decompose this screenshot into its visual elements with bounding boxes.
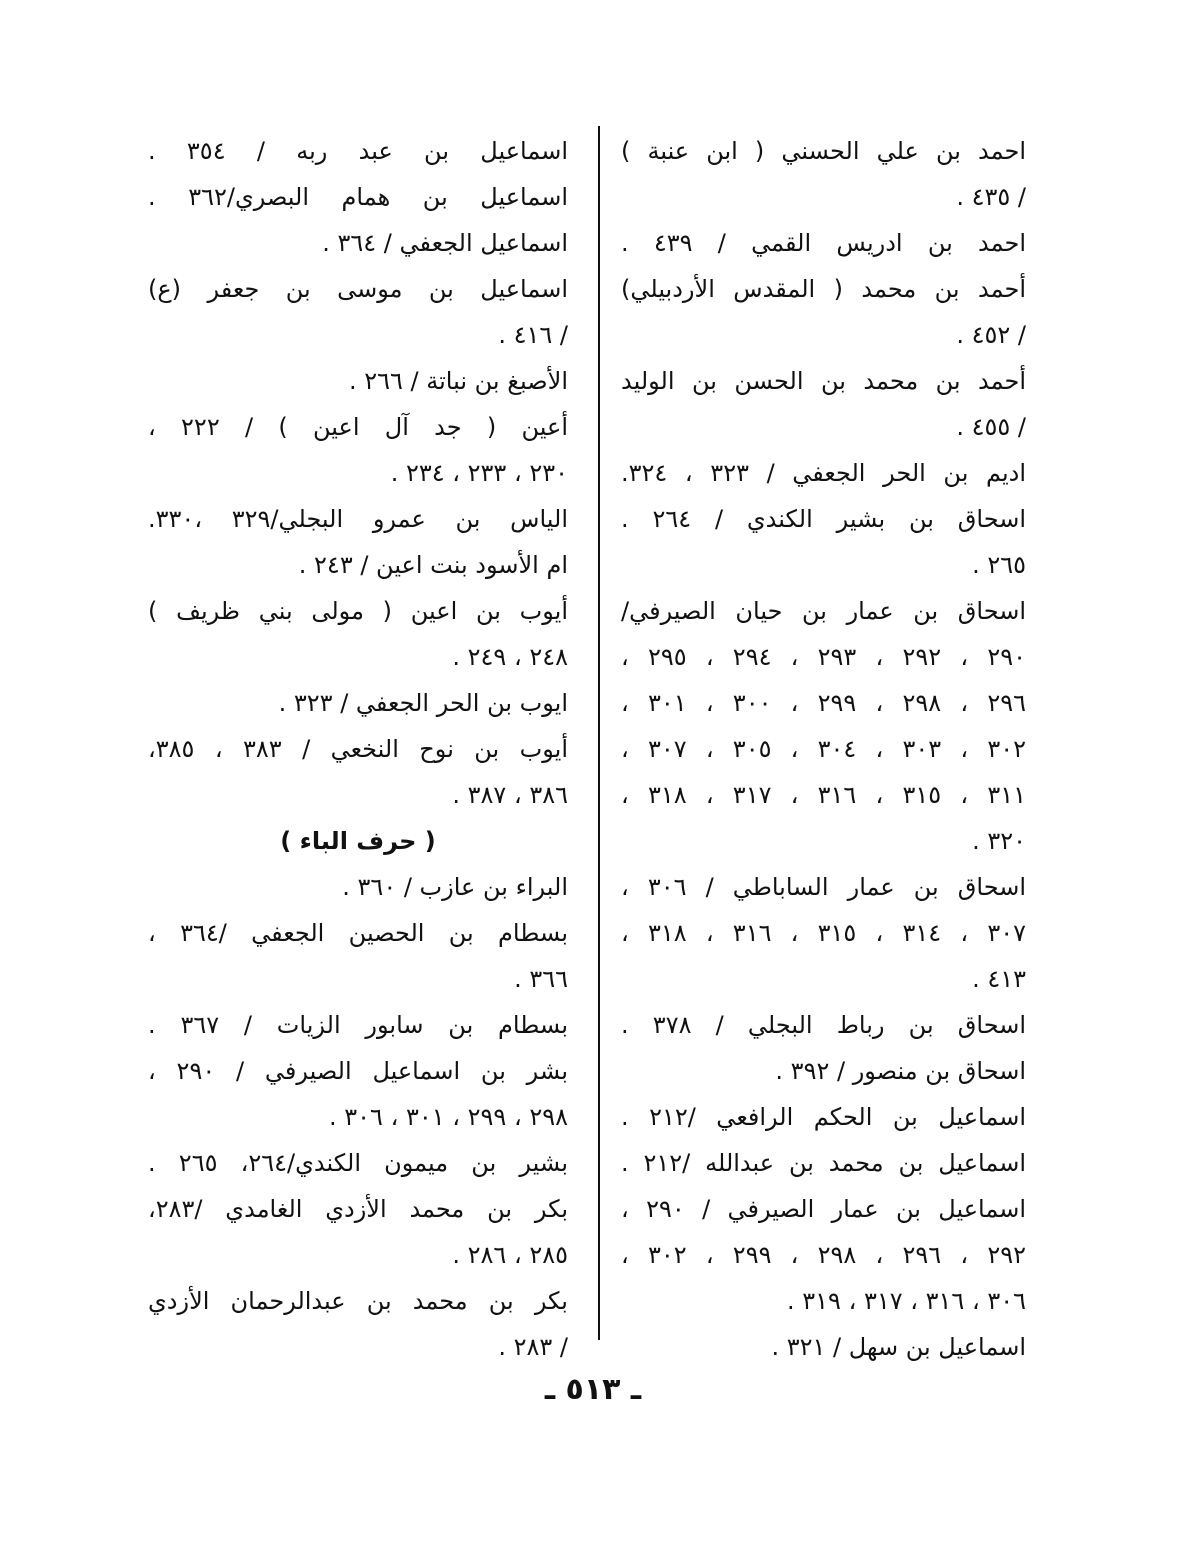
column-divider — [598, 126, 600, 1340]
index-line: الأصبغ بن نباتة / ٢٦٦ . — [348, 367, 568, 395]
index-line: / ٢٨٣ . — [498, 1333, 568, 1361]
index-line: / ٤١٦ . — [498, 321, 568, 349]
index-line: البراء بن عازب / ٣٦٠ . — [342, 873, 568, 901]
index-line: اسحاق بن رباط البجلي / ٣٧٨ . — [621, 1011, 1026, 1039]
index-line: بسطام بن سابور الزيات / ٣٦٧ . — [148, 1011, 568, 1039]
index-line: اسماعيل بن عمار الصيرفي / ٢٩٠ ، — [621, 1195, 1026, 1223]
index-line: ٢٦٥ . — [972, 551, 1026, 579]
index-line: / ٤٥٢ . — [956, 321, 1026, 349]
index-line: ٣٠٢ ، ٣٠٣ ، ٣٠٤ ، ٣٠٥ ، ٣٠٧ ، — [621, 735, 1026, 763]
index-line: اديم بن الحر الجعفي / ٣٢٣ ، ٣٢٤. — [621, 459, 1026, 487]
index-line: اسماعيل بن محمد بن عبدالله /٢١٢ . — [621, 1149, 1026, 1177]
index-line: الياس بن عمرو البجلي/٣٢٩ ،٣٣٠. — [148, 505, 568, 533]
index-line: أعين ( جد آل اعين ) / ٢٢٢ ، — [148, 413, 568, 441]
index-line: ٢٤٨ ، ٢٤٩ . — [452, 643, 568, 671]
index-line: احمد بن ادريس القمي / ٤٣٩ . — [621, 229, 1026, 257]
index-line: ٣٦٦ . — [514, 965, 568, 993]
index-line: اسحاق بن عمار الساباطي / ٣٠٦ ، — [621, 873, 1026, 901]
index-line: اسماعيل بن همام البصري/٣٦٢ . — [148, 183, 568, 211]
index-line: ٢٣٠ ، ٢٣٣ ، ٢٣٤ . — [390, 459, 568, 487]
index-line: ٢٩٠ ، ٢٩٢ ، ٢٩٣ ، ٢٩٤ ، ٢٩٥ ، — [621, 643, 1026, 671]
index-line: اسماعيل بن موسى بن جعفر (ع) — [148, 275, 568, 303]
index-line: بسطام بن الحصين الجعفي /٣٦٤ ، — [148, 919, 568, 947]
index-line: اسماعيل الجعفي / ٣٦٤ . — [322, 229, 568, 257]
section-heading: ( حرف الباء ) — [280, 827, 436, 855]
index-column-right — [621, 128, 1026, 1370]
index-line: ٣١١ ، ٣١٥ ، ٣١٦ ، ٣١٧ ، ٣١٨ ، — [621, 781, 1026, 809]
index-line: اسماعيل بن سهل / ٣٢١ . — [771, 1333, 1026, 1361]
index-line: أحمد بن محمد بن الحسن بن الوليد — [621, 367, 1026, 395]
index-line: أيوب بن نوح النخعي / ٣٨٣ ، ٣٨٥، — [148, 735, 568, 763]
index-line: بشر بن اسماعيل الصيرفي / ٢٩٠ ، — [148, 1057, 568, 1085]
index-line: اسحاق بن بشير الكندي / ٢٦٤ . — [621, 505, 1026, 533]
index-line: ٣٢٠ . — [972, 827, 1026, 855]
index-line: اسماعيل بن عبد ربه / ٣٥٤ . — [148, 137, 568, 165]
index-line: بكر بن محمد بن عبدالرحمان الأزدي — [148, 1287, 568, 1315]
index-line: أيوب بن اعين ( مولى بني ظريف ) — [148, 597, 568, 625]
index-line: ٢٩٢ ، ٢٩٦ ، ٢٩٨ ، ٢٩٩ ، ٣٠٢ ، — [621, 1241, 1026, 1269]
index-line: ٣٨٦ ، ٣٨٧ . — [452, 781, 568, 809]
index-line: ٢٩٦ ، ٢٩٨ ، ٢٩٩ ، ٣٠٠ ، ٣٠١ ، — [621, 689, 1026, 717]
index-line: / ٤٥٥ . — [956, 413, 1026, 441]
page-number: ـ ٥١٣ ـ — [544, 1372, 642, 1407]
index-line: ام الأسود بنت اعين / ٢٤٣ . — [298, 551, 568, 579]
index-line: / ٤٣٥ . — [956, 183, 1026, 211]
index-column-left — [148, 128, 568, 1370]
index-line: احمد بن علي الحسني ( ابن عنبة ) — [621, 137, 1026, 165]
index-line: ٤١٣ . — [972, 965, 1026, 993]
index-line: أحمد بن محمد ( المقدس الأردبيلي) — [621, 275, 1026, 303]
index-line: بكر بن محمد الأزدي الغامدي /٢٨٣، — [148, 1195, 568, 1223]
index-line: ايوب بن الحر الجعفي / ٣٢٣ . — [278, 689, 568, 717]
index-line: ٣٠٦ ، ٣١٦ ، ٣١٧ ، ٣١٩ . — [787, 1287, 1026, 1315]
index-line: اسحاق بن منصور / ٣٩٢ . — [775, 1057, 1026, 1085]
index-line: اسحاق بن عمار بن حيان الصيرفي/ — [621, 597, 1026, 625]
index-line: بشير بن ميمون الكندي/٢٦٤، ٢٦٥ . — [148, 1149, 568, 1177]
index-line: ٢٨٥ ، ٢٨٦ . — [452, 1241, 568, 1269]
index-line: ٢٩٨ ، ٢٩٩ ، ٣٠١ ، ٣٠٦ . — [329, 1103, 568, 1131]
index-line: ٣٠٧ ، ٣١٤ ، ٣١٥ ، ٣١٦ ، ٣١٨ ، — [621, 919, 1026, 947]
index-line: اسماعيل بن الحكم الرافعي /٢١٢ . — [621, 1103, 1026, 1131]
